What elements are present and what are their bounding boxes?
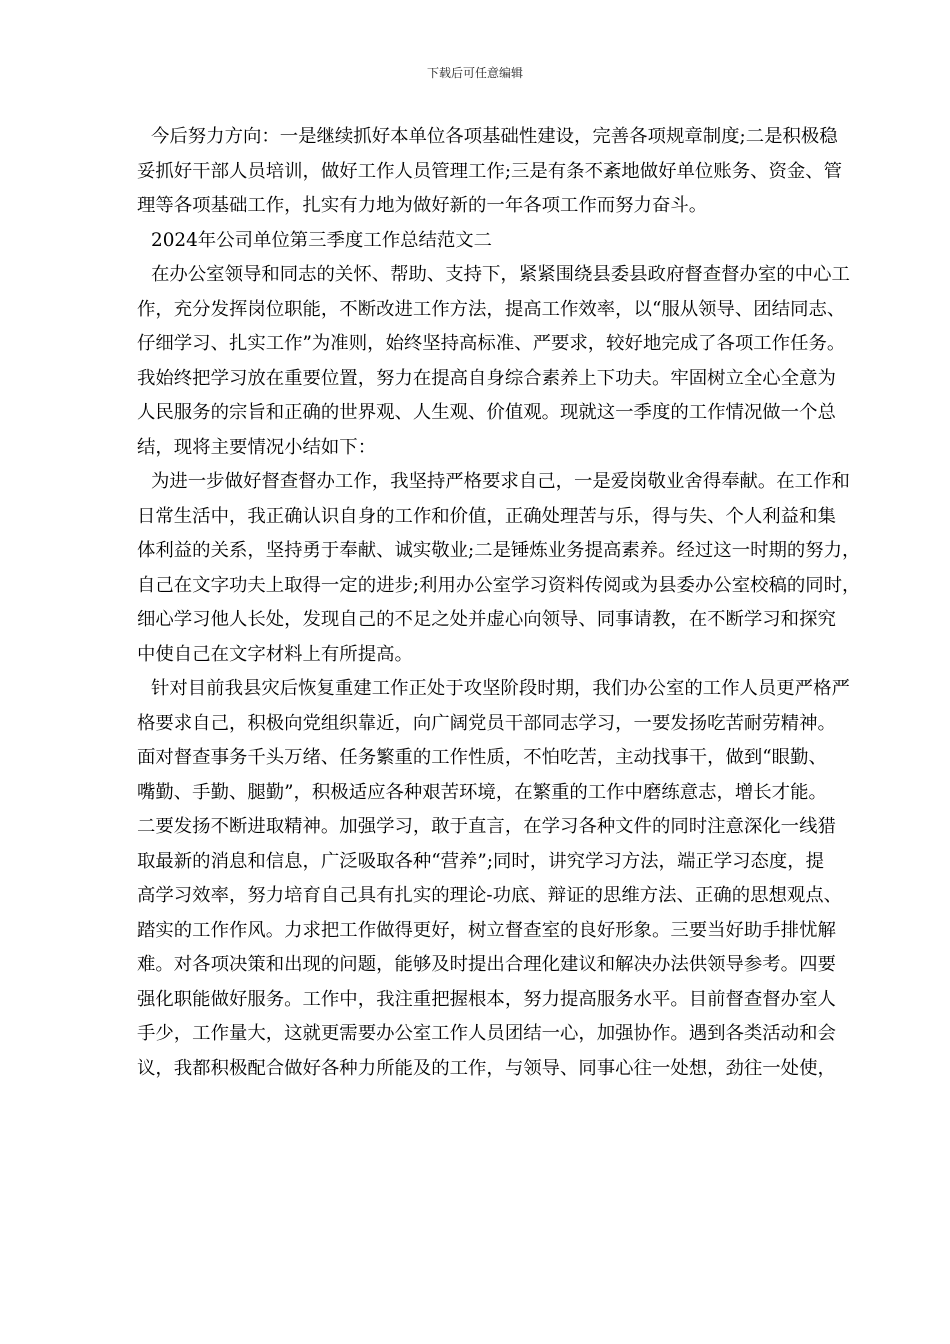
text-line: 人民服务的宗旨和正确的世界观、人生观、价值观。现就这一季度的工作情况做一个总 xyxy=(137,402,836,423)
text-line: 今后努力方向：一是继续抓好本单位各项基础性建设，完善各项规章制度;二是积极稳 xyxy=(151,126,838,147)
text-line: 日常生活中，我正确认识自身的工作和价值，正确处理苦与乐，得与失、个人利益和集 xyxy=(137,505,836,527)
text-line: 高学习效率，努力培育自己具有扎实的理论-功底、辩证的思维方法、正确的思想观点、 xyxy=(137,885,843,906)
text-line: 我始终把学习放在重要位置，努力在提高自身综合素养上下功夫。牢固树立全心全意为 xyxy=(137,367,836,389)
text-line: 作，充分发挥岗位职能，不断改进工作方法，提高工作效率，以“服从领导、团结同志、 xyxy=(137,298,846,320)
text-line: 强化职能做好服务。工作中，我注重把握根本，努力提高服务水平。目前督查督办室人 xyxy=(137,988,836,1010)
text-line: 自己在文字功夫上取得一定的进步;利用办公室学习资料传阅或为县委办公室校稿的同时， xyxy=(137,574,861,596)
text-line: 中使自己在文字材料上有所提高。 xyxy=(137,643,413,665)
text-line: 细心学习他人长处，发现自己的不足之处并虚心向领导、同事请教，在不断学习和探究 xyxy=(137,609,836,630)
text-line: 手少，工作量大，这就更需要办公室工作人员团结一心，加强协作。遇到各类活动和会 xyxy=(137,1023,836,1044)
document-body xyxy=(137,120,889,1086)
text-line: 针对目前我县灾后恢复重建工作正处于攻坚阶段时期，我们办公室的工作人员更严格严 xyxy=(151,678,850,699)
text-line: 面对督查事务千头万绪、任务繁重的工作性质，不怕吃苦，主动找事干，做到“眼勤、 xyxy=(137,747,827,768)
text-line: 格要求自己，积极向党组织靠近，向广阔党员干部同志学习，一要发扬吃苦耐劳精神。 xyxy=(137,712,836,734)
text-line: 取最新的消息和信息，广泛吸取各种“营养”;同时，讲究学习方法，端正学习态度，提 xyxy=(137,850,825,872)
text-line: 踏实的工作作风。力求把工作做得更好，树立督查室的良好形象。三要当好助手排忧解 xyxy=(137,919,836,941)
text-line: 在办公室领导和同志的关怀、帮助、支持下，紧紧围绕县委县政府督查督办室的中心工 xyxy=(151,264,850,285)
text-line: 理等各项基础工作，扎实有力地为做好新的一年各项工作而努力奋斗。 xyxy=(137,195,708,216)
text-line: 嘴勤、手勤、腿勤”，积极适应各种艰苦环境，在繁重的工作中磨练意志，增长才能。 xyxy=(137,781,827,803)
text-line: 难。对各项决策和出现的问题，能够及时提出合理化建议和解决办法供领导参考。四要 xyxy=(137,954,836,975)
page-header: 下载后可任意编辑 xyxy=(426,66,523,80)
text-line: 二要发扬不断进取精神。加强学习，敢于直言，在学习各种文件的同时注意深化一线猎 xyxy=(137,816,836,837)
text-line: 结，现将主要情况小结如下： xyxy=(137,436,377,458)
text-line: 妥抓好干部人员培训，做好工作人员管理工作;三是有条不紊地做好单位账务、资金、管 xyxy=(137,160,843,182)
text-line: 仔细学习、扎实工作”为准则，始终坚持高标准、严要求，较好地完成了各项工作任务。 xyxy=(137,333,846,354)
text-line: 议，我都积极配合做好各种力所能及的工作，与领导、同事心往一处想，劲往一处使， xyxy=(137,1057,836,1079)
text-line: 体利益的关系，坚持勇于奉献、诚实敬业;二是锤炼业务提高素养。经过这一时期的努力， xyxy=(137,540,861,561)
text-line: 为进一步做好督查督办工作，我坚持严格要求自己，一是爱岗敬业舍得奉献。在工作和 xyxy=(151,471,850,492)
text-line: 2024年公司单位第三季度工作总结范文二 xyxy=(151,229,493,251)
